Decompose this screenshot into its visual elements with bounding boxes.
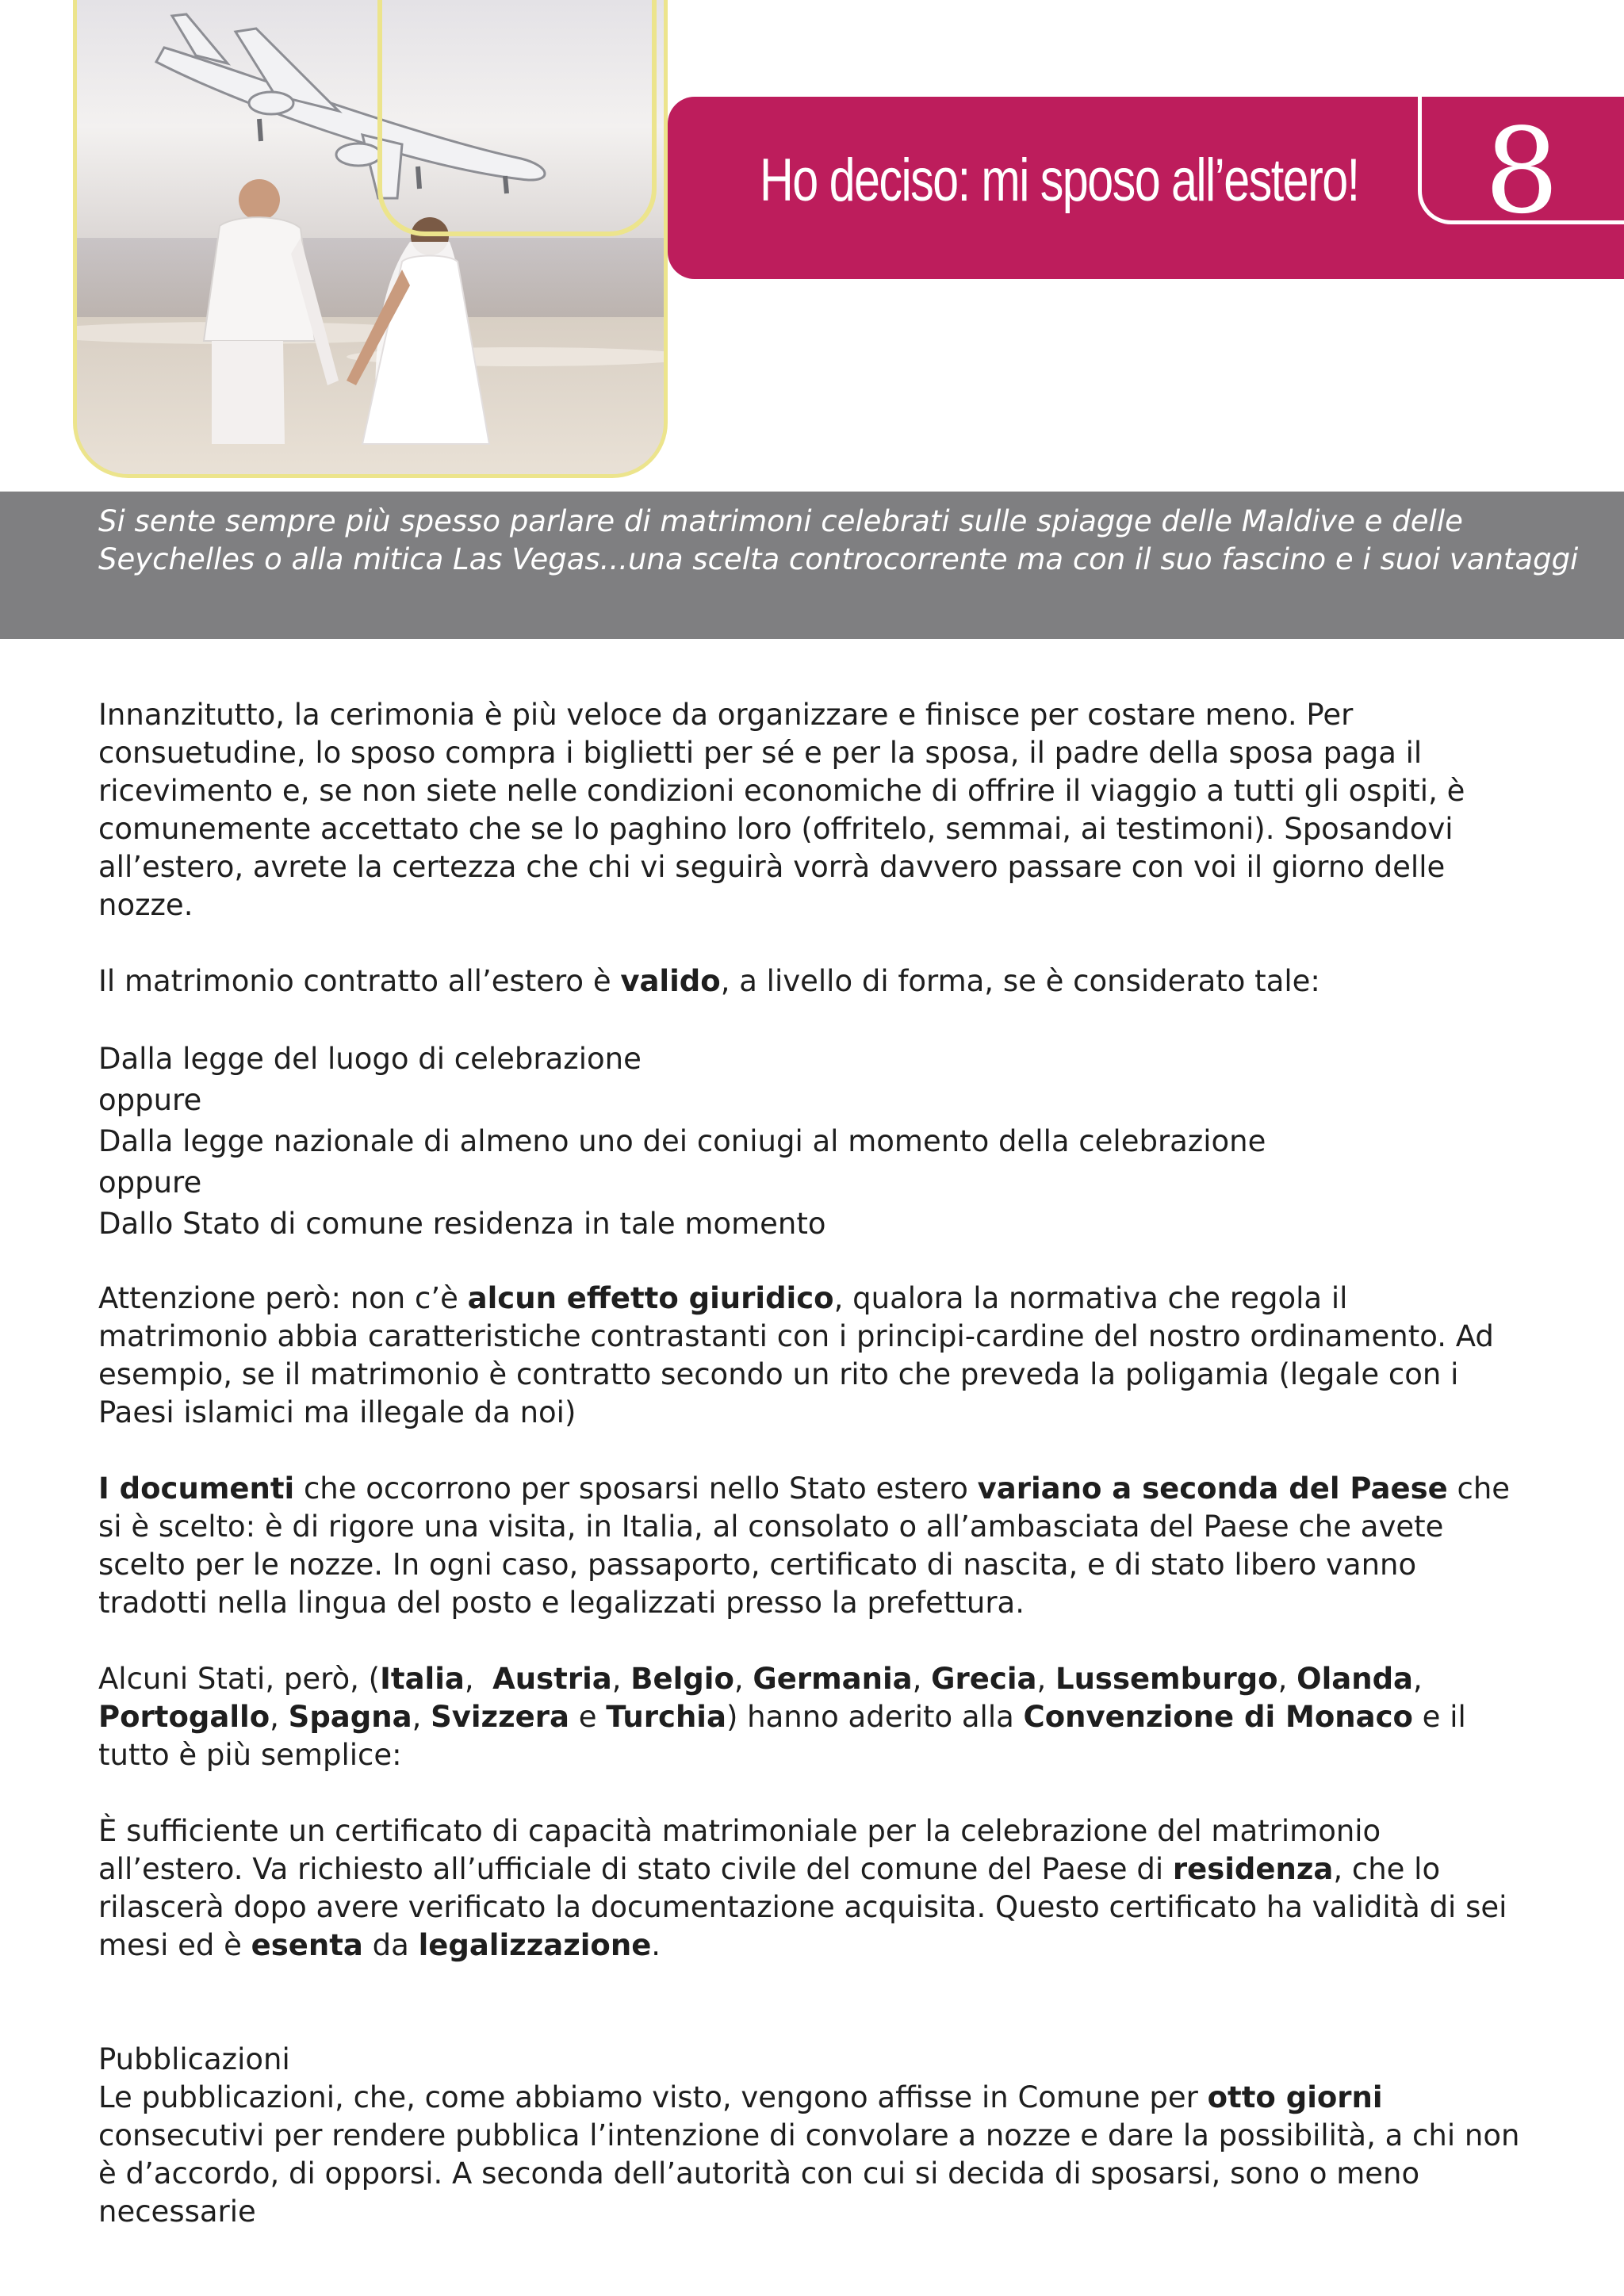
bold-convention: Convenzione di Monaco xyxy=(1023,1700,1413,1734)
bold-exempt: esenta xyxy=(251,1928,363,1962)
paragraph-text: ) hanno aderito alla xyxy=(726,1700,1024,1734)
paragraph-text: . xyxy=(651,1928,661,1962)
chapter-number: 8 xyxy=(1484,103,1560,239)
paragraph-text: Alcuni Stati, però, ( xyxy=(98,1662,381,1696)
country-name: Grecia xyxy=(931,1662,1037,1696)
condition-item: Dalla legge del luogo di celebrazione xyxy=(98,1042,642,1076)
photo-inset-frame xyxy=(377,0,657,236)
country-name: Belgio xyxy=(630,1662,734,1696)
article-body xyxy=(98,696,1526,2231)
bold-varies: variano a seconda del Paese xyxy=(977,1471,1448,1506)
lead-text: Si sente sempre più spesso parlare di matrimoni celebrati sulle spiagge delle Maldive e delle Seychelles o alla mitica Las Vegas...una scelta controcorrente ma con il suo fascino e i suoi vantaggi xyxy=(98,504,1579,576)
country-name: Austria xyxy=(492,1662,612,1696)
paragraph-intro: Innanzitutto, la cerimonia è più veloce da organizzare e finisce per costare meno. Per consuetudine, lo sposo compra i biglietti per sé e per la sposa, il padre della sposa paga il ricevimento e, se non siete nelle condizioni economiche di offrire il viaggio a tutti gli ospiti, è comunemente accettato che se lo paghino loro (offritelo, semmai, ai testimoni). Sposandovi all’estero, avrete la certezza che chi vi seguirà vorrà davvero passare con voi il giorno delle nozze. xyxy=(98,698,1465,922)
paragraph-text: Le pubblicazioni, che, come abbiamo visto, vengono affisse in Comune per xyxy=(98,2080,1208,2114)
paragraph-text: che si è scelto: è di rigore una visita, in Italia, al consolato o all’ambasciata del Paese che avete scelto per le nozze. In ogni caso, passaporto, certificato di nascita, e di stato libero vanno tradotti nella lingua del posto e legalizzati presso la prefettura. xyxy=(98,1471,1511,1620)
condition-item: Dalla legge nazionale di almeno uno dei coniugi al momento della celebrazione xyxy=(98,1124,1266,1158)
paragraph-validity xyxy=(98,962,1526,1001)
bold-legal-effect: alcun effetto giuridico xyxy=(467,1281,834,1315)
paragraph-text: , a livello di forma, se è considerato tale: xyxy=(720,964,1320,998)
paragraph-text: che occorrono per sposarsi nello Stato estero xyxy=(294,1471,978,1506)
or-separator: oppure xyxy=(98,1083,202,1117)
bold-residence: residenza xyxy=(1172,1852,1334,1886)
paragraph-text: Attenzione però: non c’è xyxy=(98,1281,468,1315)
paragraph-text: consecutivi per rendere pubblica l’intenzione di convolare a nozze e dare la possibilità, a chi non è d’accordo, di opporsi. A seconda dell’autorità con cui si decida di sposarsi, sono o meno necessarie xyxy=(98,2118,1520,2229)
title-banner xyxy=(668,97,1624,279)
country-name: Germania xyxy=(753,1662,913,1696)
bold-eight-days: otto giorni xyxy=(1207,2080,1383,2114)
paragraph-text: È sufficiente un certificato di capacità matrimoniale per la celebrazione del matrimonio all’estero. Va richiesto all’ufficiale di stato civile del comune del Paese di xyxy=(98,1814,1381,1886)
country-name: Lussemburgo xyxy=(1055,1662,1278,1696)
paragraph-text: Il matrimonio contratto all’estero è xyxy=(98,964,621,998)
paragraph-states: Alcuni Stati, però, (Italia, Austria, Belgio, Germania, Grecia, Lussemburgo, Olanda, Portogallo, Spagna, Svizzera e Turchia) hanno aderito alla Convenzione di Monaco e il tutto è più semplice: xyxy=(98,1662,1466,1772)
paragraph-text: da xyxy=(362,1928,419,1962)
bold-legalization: legalizzazione xyxy=(418,1928,652,1962)
lead-bar xyxy=(0,492,1624,639)
condition-item: Dallo Stato di comune residenza in tale momento xyxy=(98,1207,826,1241)
page-title: Ho deciso: mi sposo all’estero! xyxy=(760,147,1359,214)
country-name: Svizzera xyxy=(431,1700,569,1734)
country-name: Turchia xyxy=(606,1700,726,1734)
country-name: Spagna xyxy=(288,1700,412,1734)
paragraph-text: , che lo rilascerà dopo avere verificato la documentazione acquisita. Questo certificato ha validità di sei mesi ed è xyxy=(98,1852,1507,1962)
bold-documents: I documenti xyxy=(98,1471,295,1506)
country-name: Italia xyxy=(380,1662,465,1696)
country-name: Portogallo xyxy=(98,1700,270,1734)
bold-valid: valido xyxy=(620,964,721,998)
paragraph-text: e il tutto è più semplice: xyxy=(98,1700,1466,1772)
section-heading-publications: Pubblicazioni xyxy=(98,2042,290,2076)
paragraph-text: , qualora la normativa che regola il matrimonio abbia caratteristiche contrastanti con i principi-cardine del nostro ordinamento. Ad esempio, se il matrimonio è contratto secondo un rito che preveda la poligamia (legale con i Paesi islamici ma illegale da noi) xyxy=(98,1281,1494,1429)
paragraph-documents xyxy=(98,1470,1526,1622)
conditions-list xyxy=(98,1039,1526,1245)
paragraph-attention xyxy=(98,1280,1526,1432)
or-separator: oppure xyxy=(98,1165,202,1200)
paragraph-certificate xyxy=(98,1812,1526,1965)
paragraph-publications xyxy=(98,2079,1526,2231)
country-name: Olanda xyxy=(1297,1662,1414,1696)
